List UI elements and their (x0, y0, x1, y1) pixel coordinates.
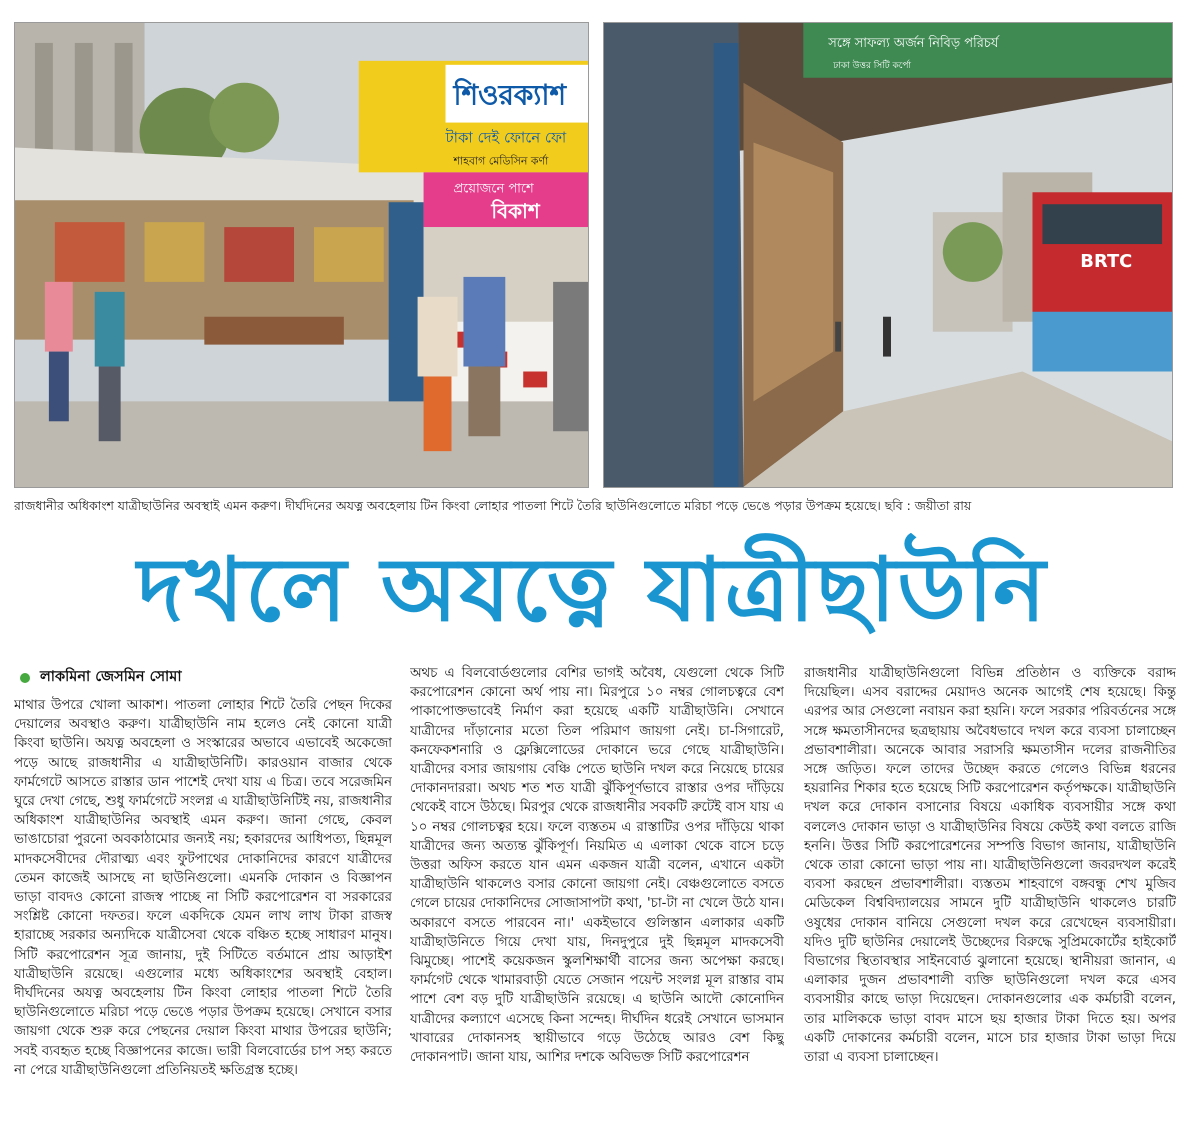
building-window-column (115, 43, 133, 153)
pedestrian (883, 317, 891, 357)
article-column-1 (14, 664, 392, 1146)
woman-cream-kurta (418, 297, 458, 377)
banner-brand-text: বিকাশ (491, 200, 540, 224)
article-column-3 (804, 664, 1176, 1146)
sign-line2-text: টাকা দেই ফোনে ফো (445, 128, 567, 147)
banner-top-text: প্রয়োজনে পাশে (453, 181, 534, 197)
shelter-kiosk-illustration (15, 23, 588, 487)
article-column-2 (410, 664, 784, 1146)
banner-sub-text: ঢাকা উত্তর সিটি কর্পো (833, 60, 912, 71)
man-grey-shirt (553, 282, 588, 431)
person-teal-shirt (95, 292, 125, 367)
photo-shelter-kiosk (14, 22, 589, 488)
shelter-pillar (714, 43, 739, 487)
bus-text: BRTC (1080, 250, 1133, 272)
sign-top-text: শিওরক্যাশ (453, 78, 566, 112)
article-text: রাজধানীর যাত্রীছাউনিগুলো বিভিন্ন প্রতিষ্ঠান ও ব্যক্তিকে বরাদ্দ দিয়েছিল। এসব বরাদ্দের মেয়াদও অনেক আগেই শেষ হয়েছে। কিন্তু এরপর আর সেগুলো নবায়ন করা হয়নি। ফলে সরকার পরিবর্তনের সঙ্গে সঙ্গে ক্ষমতাসীনদের ছত্রছায়ায় অবৈধভাবে দখল করে ব্যবসা চালাচ্ছেন প্রভাবশালীরা। অনেকে আবার সরাসরি ক্ষমতাসীন দলের রাজনীতির সঙ্গে জড়িত। ফলে তাদের উচ্ছেদ করতে গেলেও বিভিন্ন ধরনের হয়রানির শিকার হতে হয়েছে সিটি করপোরেশন কর্তৃপক্ষকে। যাত্রীছাউনি দখল করে দোকান বসানোর বিষয়ে একাধিক ব্যবসায়ীর সঙ্গে কথা বললেও দোকান ভাড়া ও যাত্রীছাউনির বিষয়ে কেউই কথা বলতে রাজি হননি। উত্তর সিটি করপোরেশনের সম্পত্তি বিভাগ জানায়, যাত্রীছাউনি থেকে তারা কোনো ভাড়া পায় না। যাত্রীছাউনিগুলো জবরদখল করেই ব্যবসা করছেন প্রভাবশালীরা। ব্যস্ততম শাহবাগে বঙ্গবন্ধু শেখ মুজিব মেডিকেল বিশ্ববিদ্যালয়ের সামনে দুটি যাত্রীছাউনি থাকলেও চারটি ওষুধের দোকান বানিয়ে সেগুলো দখল করে রেখেছেন ব্যবসায়ীরা। যদিও দুটি ছাউনির দেয়ালেই উচ্ছেদের বিরুদ্ধে সুপ্রিমকোর্টের হাইকোর্ট বিভাগের স্থিতাবস্থার সাইনবোর্ড ঝুলানো হয়েছে। স্থানীয়রা জানান, এ এলাকার দুজন প্রভাবশালী ব্যক্তি ছাউনিগুলো দখল করে এসব ব্যবসায়ীর কাছে ভাড়া দিয়েছেন। দোকানগুলোর এক কর্মচারী বলেন, তার মালিককে ভাড়া বাবদ মাসে ছয় হাজার টাকা দিতে হয়। অপর একটি দোকানের কর্মচারী বলেন, মাসে চার হাজার টাকা ভাড়া দিয়ে তারা এ ব্যবসা চালাচ্ছেন। (804, 666, 1176, 1066)
person-trousers (99, 367, 121, 442)
woman-orange-trousers (424, 376, 452, 451)
article-text: অথচ এ বিলবোর্ডগুলোর বেশির ভাগই অবৈধ, যেগুলো থেকে সিটি করপোরেশন কোনো অর্থ পায় না। মিরপুরে ১০ নম্বর গোলচত্বরে বেশ পাকাপোক্তভাবেই নির্মাণ করা হয়েছে একটি যাত্রীছাউনি। সেখানে যাত্রীদের দাঁড়ানোর মতো তিল পরিমাণ জায়গা নেই। চা-সিগারেট, কনফেকশনারি ও ফ্লেক্সিলোডের দোকানে ভরে গেছে যাত্রীছাউনি। যাত্রীদের বসার জায়গায় বেঞ্চি পেতে ছাউনি দখল করে নিয়েছে চায়ের দোকানদাররা। অথচ শত শত যাত্রী ঝুঁকিপূর্ণভাবে রাস্তার ওপর দাঁড়িয়ে থেকেই বাসে উঠছে। মিরপুর থেকে রাজধানীর সবকটি রুটেই বাস যায় এ ১০ নম্বর গোলচত্বর হয়ে। ফলে ব্যস্ততম এ রাস্তাটির ওপর দাঁড়িয়ে থাকা যাত্রীদের জন্য অত্যন্ত ঝুঁকিপূর্ণ। নিয়মিত এ এলাকা থেকে বাসে চড়ে উত্তরা অফিস করতে যান এমন একজন যাত্রী বলেন, এখানে একটা যাত্রীছাউনি থাকলেও বসার কোনো জায়গা নেই। বেঞ্চগুলোতে বসতে গেলে চায়ের দোকানিদের সোজাসাপটা কথা, 'চা-টা না খেলে উঠে যান। অকারণে বসতে পারবেন না।' একইভাবে গুলিস্তান এলাকার একটি যাত্রীছাউনিতে গিয়ে দেখা যায়, দিনদুপুরে দুই ছিন্নমূল মাদকসেবী ঝিমুচ্ছে। পাশেই কয়েকজন স্কুলশিক্ষার্থী বাসের জন্য অপেক্ষা করছে। ফার্মগেট থেকে খামারবাড়ী যেতে সেজান পয়েন্ট সংলগ্ন মূল রাস্তার বাম পাশে বেশ বড় দুটি যাত্রীছাউনি রয়েছে। এ ছাউনি আদৌ কোনোদিন যাত্রীদের কল্যাণে এসেছে কিনা সন্দেহ। দীর্ঘদিন ধরেই সেখানে ভাসমান খাবারের দোকানসহ স্থায়ীভাবে গড়ে উঠেছে আরও বেশ কিছু দোকানপাট। জানা যায়, আশির দশকে অবিভক্ত সিটি করপোরেশন (410, 666, 784, 1066)
byline-bullet (20, 673, 30, 683)
person-pink-shirt (45, 282, 73, 352)
article-text: মাথার উপরে খোলা আকাশ। পাতলা লোহার শিটে তৈরি পেছন দিকের দেয়ালের অবস্থাও করুণ। যাত্রীছাউনি নাম হলেও নেই কোনো যাত্রী কিংবা ছাউনি। অযত্ন অবহেলা ও সংস্কারের অভাবে এভাবেই অকেজো পড়ে আছে রাজধানীর এ যাত্রীছাউনিটি। কারওয়ান বাজার থেকে ফার্মগেটে আসতে রাস্তার ডান পাশেই দেখা যায় এ চিত্র। তবে সরেজমিন ঘুরে দেখা গেছে, শুধু ফার্মগেটে সংলগ্ন এ যাত্রীছাউনিটিই নয়, রাজধানীর অধিকাংশ যাত্রীছাউনির অবস্থাই এমন করুণ। জানা গেছে, কেবল ভাঙাচোরা পুরনো অবকাঠামোর জন্যই নয়; হকারদের আধিপত্য, ছিন্নমূল মাদকসেবীদের দৌরাত্ম্য এবং ফুটপাথের দোকানিদের কারণে যাত্রীদের তেমন কাজেই আসছে না ছাউনিগুলো। এমনকি দোকান ও বিজ্ঞাপন ভাড়া বাবদও কোনো রাজস্ব পাচ্ছে না সিটি করপোরেশন বা সরকারের সংশ্লিষ্ট কোনো দফতর। ফলে একদিকে যেমন লাখ লাখ টাকা রাজস্ব হারাচ্ছে সরকার অন্যদিকে যাত্রীসেবা থেকে বঞ্চিত হচ্ছে সাধারণ মানুষ। সিটি করপোরেশন সূত্র জানায়, দুই সিটিতে বর্তমানে প্রায় আড়াইশ যাত্রীছাউনি রয়েছে। এগুলোর মধ্যে অধিকাংশের অবস্থাই বেহাল। দীর্ঘদিনের অযত্ন অবহেলায় টিন কিংবা লোহার পাতলা শিটে তৈরি ছাউনিগুলোতে মরিচা পড়ে ভেঙে পড়ার উপক্রম হয়েছে। সেখানে বসার জায়গা থেকে শুরু করে পেছনের দেয়াল কিংবা মাথার উপরের ছাউনি; সবই ব্যবহৃত হচ্ছে বিজ্ঞাপনের কাজে। ভারী বিলবোর্ডের চাপ সহ্য করতে না পেরে যাত্রীছাউনিগুলো প্রতিনিয়তই ক্ষতিগ্রস্ত হচ্ছে। (14, 698, 392, 1078)
headline: দখলে অযত্নে যাত্রীছাউনি (137, 538, 1048, 641)
wall-poster (55, 222, 125, 282)
tree (209, 83, 279, 153)
wall-poster (314, 227, 384, 282)
building-window-column (35, 43, 53, 153)
man-checked-shirt (463, 277, 505, 367)
photo-rusted-shelter (603, 22, 1173, 488)
wall-poster (224, 227, 294, 282)
bus-windows (1042, 204, 1162, 244)
rusted-shelter-illustration (604, 23, 1172, 487)
building-window-column (75, 43, 93, 153)
wall-poster (145, 222, 205, 282)
pedestrian (835, 322, 841, 352)
man-trousers (468, 367, 500, 437)
bench (204, 317, 344, 345)
byline (14, 664, 392, 692)
sign-line3-text: শাহবাগ মেডিসিন কর্ণা (453, 154, 549, 168)
tree (943, 222, 1003, 282)
product-box (523, 371, 547, 387)
blue-railing (1032, 312, 1172, 372)
byline-author: লাকমিনা জেসমিন সোমা (40, 669, 182, 686)
person-jeans (49, 352, 69, 422)
photo-caption: রাজধানীর অধিকাংশ যাত্রীছাউনির অবস্থাই এমন করুণ। দীর্ঘদিনের অযত্ন অবহেলায় টিন কিংবা লোহার পাতলা শিটে তৈরি ছাউনিগুলোতে মরিচা পড়ে ভেঙে পড়ার উপক্রম হয়েছে। ছবি : জয়ীতা রায় (14, 498, 972, 513)
banner-text: সঙ্গে সাফল্য অর্জন নিবিড় পরিচর্য (828, 35, 999, 51)
